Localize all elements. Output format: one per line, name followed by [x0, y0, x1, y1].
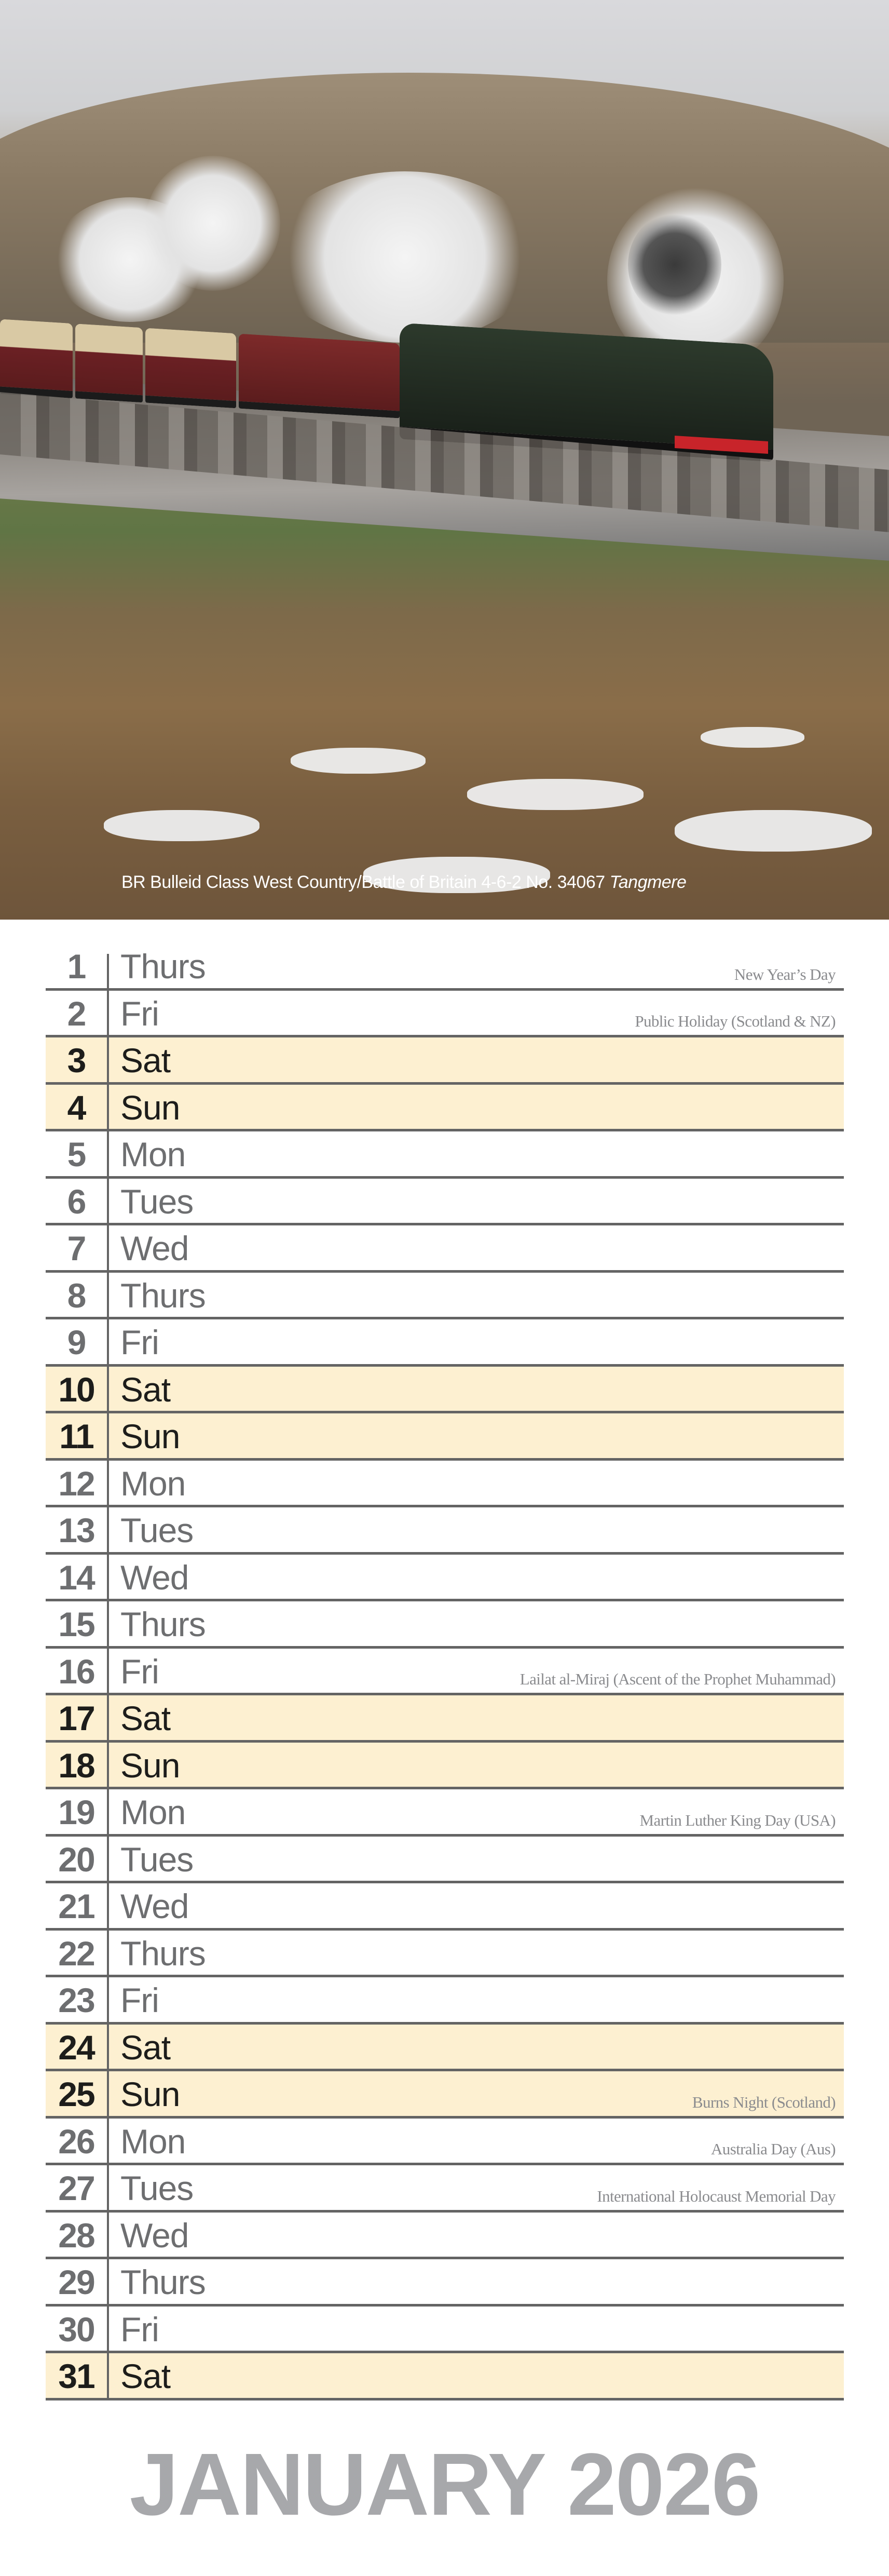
column-divider — [107, 1649, 109, 1696]
weekday-name: Tues — [120, 1182, 194, 1221]
day-number: 18 — [58, 1746, 94, 1785]
day-row[interactable] — [46, 1413, 844, 1461]
day-number: 25 — [58, 2075, 94, 2113]
column-divider — [107, 1507, 109, 1555]
column-divider — [107, 1555, 109, 1602]
day-number: 8 — [67, 1276, 86, 1315]
day-row[interactable] — [46, 943, 844, 991]
day-row[interactable] — [46, 1743, 844, 1790]
day-number: 13 — [58, 1511, 94, 1549]
column-divider — [107, 2165, 109, 2213]
weekday-name: Fri — [120, 2310, 159, 2349]
day-number: 2 — [67, 994, 86, 1033]
day-number: 1 — [67, 947, 86, 986]
caption-text: BR Bulleid Class West Country/Battle of Britain 4-6-2 No. 34067 — [121, 872, 610, 892]
smoke-plume — [628, 213, 721, 317]
day-number: 21 — [58, 1887, 94, 1925]
day-number: 4 — [67, 1088, 86, 1127]
column-divider — [107, 1789, 109, 1837]
weekday-name: Sun — [120, 1746, 180, 1785]
weekday-name: Sat — [120, 2028, 171, 2067]
day-number: 27 — [58, 2169, 94, 2207]
weekday-name: Thurs — [120, 2263, 206, 2301]
day-row[interactable] — [46, 1977, 844, 2025]
holiday-label: Public Holiday (Scotland & NZ) — [635, 1012, 836, 1030]
day-row[interactable] — [46, 1367, 844, 1414]
column-divider — [107, 1319, 109, 1367]
day-number: 22 — [58, 1934, 94, 1973]
column-divider — [107, 2119, 109, 2166]
day-number: 14 — [58, 1558, 94, 1597]
day-row[interactable] — [46, 2025, 844, 2072]
weekday-name: Sat — [120, 2357, 171, 2395]
month-title: JANUARY 2026 — [129, 2435, 760, 2534]
column-divider — [107, 1225, 109, 1273]
day-number: 9 — [67, 1323, 86, 1361]
weekday-name: Wed — [120, 1229, 189, 1267]
day-row[interactable] — [46, 1131, 844, 1179]
weekday-name: Fri — [120, 1981, 159, 2019]
column-divider — [107, 1367, 109, 1414]
holiday-label: New Year’s Day — [734, 965, 836, 983]
day-number: 11 — [59, 1417, 93, 1455]
day-number: 26 — [58, 2122, 94, 2161]
column-divider — [107, 1413, 109, 1461]
day-row[interactable] — [46, 2307, 844, 2354]
weekday-name: Thurs — [120, 1605, 206, 1643]
weekday-name: Mon — [120, 1793, 186, 1831]
weekday-name: Mon — [120, 1135, 186, 1174]
holiday-label: Burns Night (Scotland) — [692, 2093, 836, 2111]
day-row[interactable] — [46, 1273, 844, 1320]
day-row[interactable] — [46, 2259, 844, 2307]
day-number: 24 — [58, 2028, 94, 2067]
column-divider — [107, 1695, 109, 1743]
weekday-name: Thurs — [120, 1276, 206, 1315]
day-row[interactable] — [46, 2353, 844, 2400]
day-number: 5 — [67, 1135, 86, 1174]
day-row[interactable] — [46, 991, 844, 1038]
column-divider — [107, 1601, 109, 1649]
weekday-name: Tues — [120, 1840, 194, 1879]
day-number: 20 — [58, 1840, 94, 1879]
column-divider — [107, 954, 109, 991]
column-divider — [107, 1131, 109, 1179]
column-divider — [107, 1931, 109, 1978]
day-number: 31 — [58, 2357, 94, 2395]
holiday-label: Martin Luther King Day (USA) — [639, 1811, 836, 1829]
column-divider — [107, 1179, 109, 1226]
snow-patch — [675, 810, 872, 852]
day-row[interactable] — [46, 1507, 844, 1555]
weekday-name: Mon — [120, 1464, 186, 1503]
weekday-name: Sat — [120, 1370, 171, 1409]
day-number: 23 — [58, 1981, 94, 2019]
day-row[interactable] — [46, 1601, 844, 1649]
photo-caption — [121, 872, 686, 893]
column-divider — [107, 1883, 109, 1931]
day-row[interactable] — [46, 1837, 844, 1884]
day-row[interactable] — [46, 1789, 844, 1837]
coach — [145, 328, 236, 409]
snow-patch — [467, 779, 644, 810]
column-divider — [107, 2307, 109, 2354]
caption-loco-name: Tangmere — [609, 872, 687, 892]
day-row[interactable] — [46, 1461, 844, 1508]
day-row[interactable] — [46, 2119, 844, 2166]
column-divider — [107, 1743, 109, 1790]
column-divider — [107, 2213, 109, 2260]
day-row[interactable] — [46, 1319, 844, 1367]
weekday-name: Sat — [120, 1699, 171, 1737]
weekday-name: Tues — [120, 2169, 194, 2207]
weekday-name: Wed — [120, 1887, 189, 1925]
weekday-name: Thurs — [120, 947, 206, 986]
column-divider — [107, 2259, 109, 2307]
weekday-name: Fri — [120, 994, 159, 1033]
coach — [239, 334, 400, 419]
snow-patch — [291, 748, 426, 774]
weekday-name: Sun — [120, 1417, 180, 1455]
column-divider — [107, 1977, 109, 2025]
day-number: 17 — [58, 1699, 94, 1737]
weekday-name: Wed — [120, 2216, 189, 2255]
column-divider — [107, 1837, 109, 1884]
day-number: 12 — [58, 1464, 94, 1503]
day-row[interactable] — [46, 1225, 844, 1273]
day-number: 29 — [58, 2263, 94, 2301]
day-row[interactable] — [46, 1037, 844, 1085]
day-row[interactable] — [46, 2213, 844, 2260]
weekday-name: Mon — [120, 2122, 186, 2161]
column-divider — [107, 991, 109, 1038]
column-divider — [107, 1461, 109, 1508]
column-divider — [107, 1037, 109, 1085]
weekday-name: Fri — [120, 1652, 159, 1691]
snow-patch — [701, 727, 804, 748]
column-divider — [107, 2025, 109, 2072]
day-row[interactable] — [46, 1695, 844, 1743]
calendar-day-list — [46, 943, 844, 2400]
day-row[interactable] — [46, 1555, 844, 1602]
day-row[interactable] — [46, 1179, 844, 1226]
holiday-label: International Holocaust Memorial Day — [597, 2187, 836, 2205]
day-row[interactable] — [46, 2071, 844, 2119]
day-number: 7 — [67, 1229, 86, 1267]
weekday-name: Fri — [120, 1323, 159, 1361]
day-number: 6 — [67, 1182, 86, 1221]
day-number: 28 — [58, 2216, 94, 2255]
day-row[interactable] — [46, 1649, 844, 1696]
weekday-name: Thurs — [120, 1934, 206, 1973]
coach — [0, 319, 73, 398]
column-divider — [107, 1085, 109, 1132]
day-row[interactable] — [46, 1085, 844, 1132]
column-divider — [107, 2353, 109, 2400]
weekday-name: Tues — [120, 1511, 194, 1549]
holiday-label: Australia Day (Aus) — [711, 2140, 836, 2158]
column-divider — [107, 2071, 109, 2119]
weekday-name: Sat — [120, 1041, 171, 1080]
day-row[interactable] — [46, 2165, 844, 2213]
holiday-label: Lailat al-Miraj (Ascent of the Prophet Muhammad) — [519, 1670, 836, 1688]
weekday-name: Wed — [120, 1558, 189, 1597]
column-divider — [107, 1273, 109, 1320]
day-number: 3 — [67, 1041, 86, 1080]
day-number: 30 — [58, 2310, 94, 2349]
day-number: 10 — [58, 1370, 94, 1409]
steam-cloud — [145, 156, 280, 291]
snow-patch — [104, 810, 259, 841]
day-number: 19 — [58, 1793, 94, 1831]
weekday-name: Sun — [120, 1088, 180, 1127]
day-row[interactable] — [46, 1883, 844, 1931]
train-photo — [0, 0, 889, 920]
coach — [75, 323, 143, 402]
day-number: 15 — [58, 1605, 94, 1643]
weekday-name: Sun — [120, 2075, 180, 2113]
day-number: 16 — [58, 1652, 94, 1691]
day-row[interactable] — [46, 1931, 844, 1978]
